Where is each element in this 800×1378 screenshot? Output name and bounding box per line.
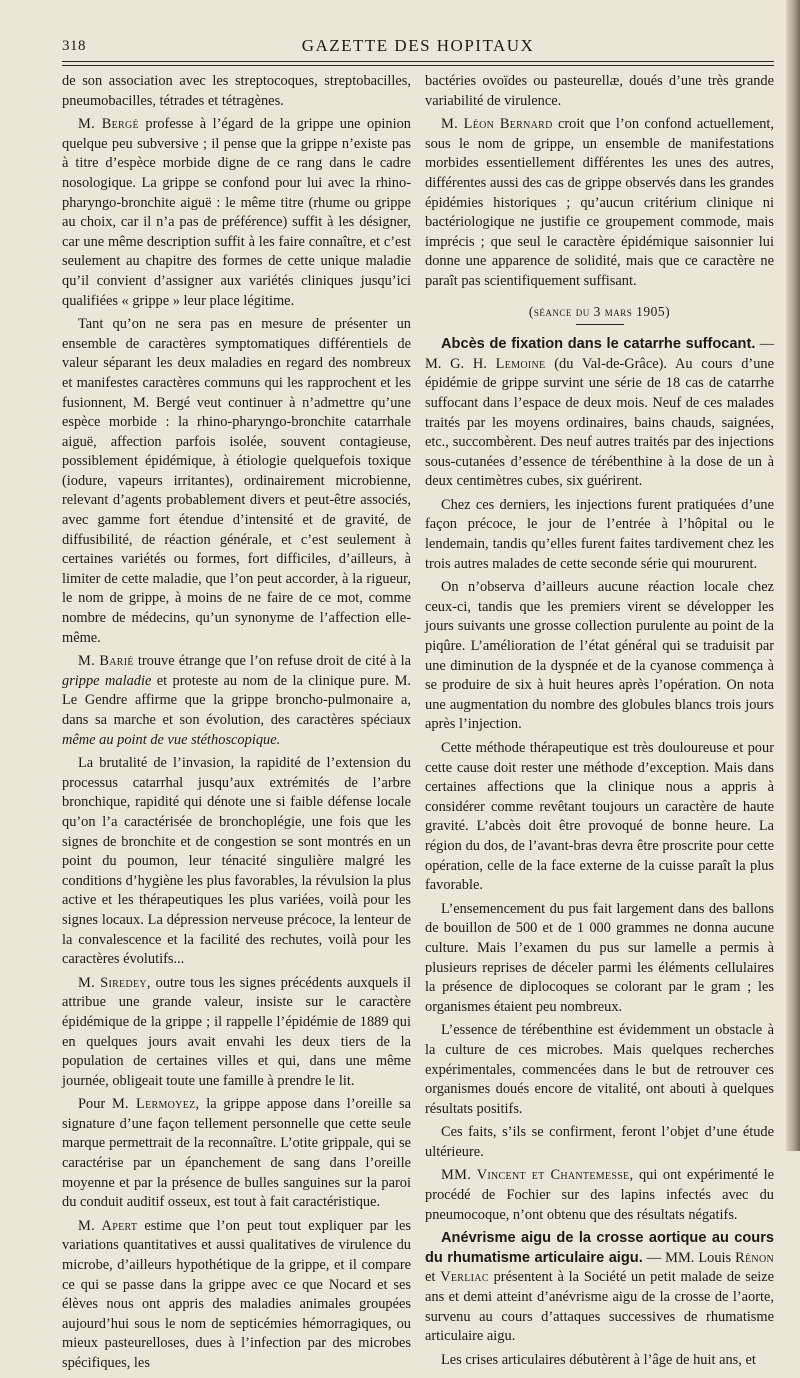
section-heading: Abcès de fixation dans le catarrhe suffocant. [441,336,756,353]
speaker-name: M. Apert [78,1217,138,1234]
paragraph: Anévrisme aigu de la crosse aortique au cours du rhumatisme articulaire aigu. — MM. Louis Rénon et Verliac présentent à la Société un petit malade de seize ans et demi atteint d’anévrisme aigu de la crosse de l’aorte, survenu au cours d’attaques successives de rhumatisme articulaire aigu. [425,1230,775,1345]
speaker-name: M. Lermoyez, [111,1096,200,1113]
header-rule-thin [62,65,774,66]
paragraph: Abcès de fixation dans le catarrhe suffocant. — M. G. H. Lemoine (du Val-de-Grâce). Au cours d’une épidémie de grippe survint une série de 18 cas de catarrhe suffocant dans l’espace de deux mois. Neuf de ces malades traités par les moyens ordinaires, bains chauds, saignées, etc., succombèrent. Des neuf autres traités par des injections sous-cutanées d’essence de térébenthine à la dose de un à deux centimètres cubes, six guérirent. [425,336,774,490]
left-column [62,72,411,1378]
page-header [62,34,774,60]
page-edge [786,0,800,1151]
paragraph: M. Léon Bernard croit que l’on confond actuellement, sous le nom de grippe, un ensemble de manifestations morbides essentiellement différentes les unes des autres, différentes aussi des cas de grippe observés dans les grandes épidémies historiques ; qu’aucun critérium clinique ni bactériologique ne justifie ce groupement commode, mais imprécis ; que seul le caractère épidémique saisonnier lui donne une apparence de solidité, mais que ce caractère ne paraît pas scientifiquement suffisant. [425,116,774,289]
paragraph: L’ensemencement du pus fait largement dans des ballons de bouillon de 500 et de 1 000 grammes ne donna aucune culture. Mais l’examen du pus sur lamelle a permis à plusieurs reprises de déceler parmi les éléments cellulaires la présence de diplocoques se colorant par le gram ; les organismes étaient peu nombreux. [425,900,774,1015]
right-column [425,72,774,1374]
paragraph: La brutalité de l’invasion, la rapidité de l’extension du processus catarrhal jusqu’aux extrémités de l’arbre bronchique, rapidité qui dénote une si faible défense locale qu’on l’a caractérisée de bronchoplégie, une fois que les signes de bronchite et de congestion se sont montrés en un point du poumon, leur ténacité singulière malgré les conditions d’hygiène les plus favorables, la révulsion la plus active et les thérapeutiques les plus variées, voilà pour les signes locaux. La dépression nerveuse précoce, la lenteur de la convalescence et la facilité des rechutes, voilà pour les caractères évolutifs... [62,755,411,968]
paragraph: On n’observa d’ailleurs aucune réaction locale chez ceux-ci, tandis que les premiers virent se développer les jours suivants une grosse collection purulente au point de la piqûre. L’amélioration de l’état général qui se traduisit par une diminution de la dyspnée et de la cyanose commença à se produire de six à huit heures après l’opération. On nota une augmentation du nombre des globules blancs trois jours après l’injection. [425,579,774,733]
paragraph: Pour M. Lermoyez, la grippe appose dans l’oreille sa signature d’une façon tellement personnelle que cette seule marque permettrait de la reconnaître. L’otite grippale, qui se caractérise par un épanchement de sang dans l’oreille moyenne et par la présence de bulles sanguines sur la paroi du conduit auditif osseux, est tout à fait caractéristique. [62,1096,412,1211]
paragraph: M. Bergé professe à l’égard de la grippe une opinion quelque peu subversive ; il pense que la grippe n’existe pas à titre d’espèce morbide digne de ce rang dans le cadre nosologique. La grippe se confond pour lui avec la rhino-pharyngo-bronchite aiguë : le même titre (rhume ou grippe au choix, car il n’a pas de préférence) suffit à les désigner, car une même description suffit à les faire connaître, et c’est seulement au chapitre des formes de cette unique maladie qu’il convient d’assigner aux variétés cliniques jusqu’ici qualifiées « grippe » leur place légitime. [62,116,411,309]
paragraph: Ces faits, s’ils se confirment, feront l’objet d’une étude ultérieure. [425,1124,774,1160]
paragraph: de son association avec les streptocoques, streptobacilles, pneumobacilles, tétrades et tétragènes. [62,73,411,109]
session-date: (séance du 3 mars 1905) [528,303,671,319]
page-number: 318 [62,38,86,54]
speaker-name: MM. Vincent et Chantemesse, [441,1167,634,1184]
paragraph: L’essence de térébenthine est évidemment un obstacle à la culture de ces microbes. Mais quelques recherches expérimentales, commencées dans le but de retrouver ces organismes doués encore de vitalité, ont abouti à quelques résultats positifs. [425,1022,774,1117]
paragraph: Tant qu’on ne sera pas en mesure de présenter un ensemble de caractères symptomatiques différentiels de valeur séparant les deux maladies en regard des nombreux et manifestes caractères communs qui les rapprochent et les fusionnent, M. Bergé veut continuer à n’admettre qu’une espèce morbide : la rhino-pharyngo-bronchite catarrhale aiguë, affection parfois isolée, souvent contagieuse, possiblement épidémique, à étiologie quelquefois toxique (iodure, vapeurs irritantes), ordinairement microbienne, relevant d’agents probablement divers et peut-être associés, avec gamme fort étendue d’intensité et de gravité, de diffusibilité, de réaction générale, et c’est seulement à certaines variétés ou formes, fort difficiles, d’ailleurs, à limiter de cette maladie, que l’on peut accorder, à la rigueur, le nom de grippe, à moins de ne faire de ce mot, comme nombre de médecins, qu’un synonyme de l’affection elle-même. [62,316,411,646]
paragraph: MM. Vincent et Chantemesse, qui ont expérimenté le procédé de Fochier sur des lapins infectés avec du pneumocoque, n’ont obtenu que des résultats négatifs. [425,1167,775,1223]
paragraph: M. Siredey, outre tous les signes précédents auxquels il attribue une grande valeur, insiste sur le caractère épidémique de la grippe ; il rappelle l’épidémie de 1889 qui en quelques jours avait envahi les deux tiers de la population de certaines villes et qui, dans une même journée, obligeait toute une famille à prendre le lit. [62,974,411,1089]
journal-title: GAZETTE DES HOPITAUX [301,36,535,55]
paragraph: Cette méthode thérapeutique est très douloureuse et pour cette cause doit rester une méthode d’exception. Mais dans certaines affections que la clinique nous a appris à considérer comme revêtant toujours un caractère de haute gravité. L’abcès doit être provoqué de bonne heure. La région du dos, de l’avant-bras devra être proscrite pour cette opération, celle de la face externe de la cuisse paraît la plus favorable. [425,740,774,894]
section-rule [576,324,624,325]
paragraph: M. Barié trouve étrange que l’on refuse droit de cité à la grippe maladie et proteste au nom de la clinique pure. M. Le Gendre affirme que la grippe broncho-pulmonaire a, dans sa marche et son évolution, des caractères spéciaux même au point de vue stéthoscopique. [62,653,411,748]
section-heading: Anévrisme aigu de la crosse aortique au cours du rhumatisme articulaire aigu. [425,1230,774,1266]
speaker-name: M. Barié [78,653,134,670]
speaker-name: M. Siredey, [78,974,151,991]
speaker-name: Verliac [440,1269,489,1286]
paragraph: M. Apert estime que l’on peut tout expliquer par les variations quantitatives et aussi qualitatives de virulence du microbe, d’ailleurs hypothétique de la grippe, et il compare ce qui se passe dans la grippe avec ce que Nocard et ses élèves nous ont appris des maladies animales groupées aujourd’hui sous le nom de septicémies hémorragiques, ou mieux pasteurelloses, dues à l’infection par des microbes spécifiques, les [62,1217,411,1371]
speaker-name: Rénon [735,1249,774,1266]
paragraph: bactéries ovoïdes ou pasteurellæ, doués d’une très grande variabilité de virulence. [425,73,774,109]
paragraph: Chez ces derniers, les injections furent pratiquées d’une façon précoce, le jour de l’entrée à l’hôpital ou le lendemain, tandis qu’elles furent faites tardivement chez les trois autres malades de cette seconde série qui moururent. [425,496,774,572]
speaker-name: M. Léon Bernard [441,116,553,133]
header-rule-thick [62,61,774,62]
speaker-name: Lemoine [495,355,546,372]
paragraph: Les crises articulaires débutèrent à l’âge de huit ans, et [441,1351,756,1368]
speaker-name: M. Bergé [78,116,139,133]
